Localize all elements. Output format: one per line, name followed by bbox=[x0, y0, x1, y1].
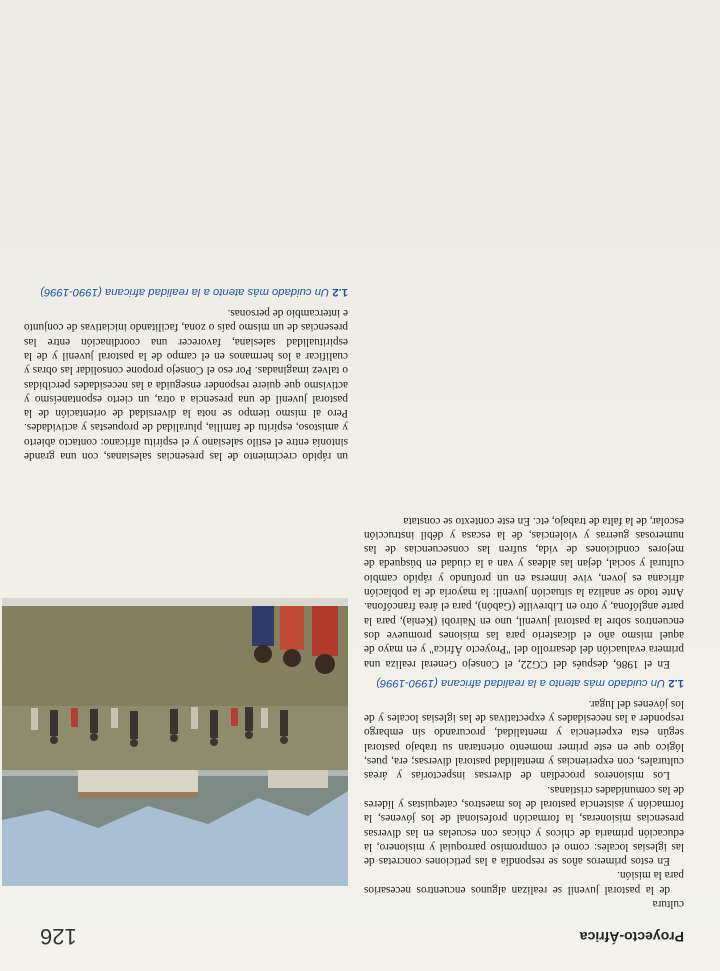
photo-illustration bbox=[2, 606, 348, 886]
paragraph: Los misioneros procedían de diversas inspectorías y áreas culturales, con experiencias y mentalidad pastoral diversas; era, pues, lógico que en este primer momento orientaran su trabajo pastoral según esta experiencia y mentalidad, procurando sin embargo responder a las necesidades y expectativas de las iglesias locales y de los jóvenes del lugar. bbox=[364, 697, 684, 782]
section-number: 1.2 bbox=[668, 676, 684, 689]
paragraph: un rápido crecimiento de las presencias salesianas, con una grande sintonía entre el estilo salesiano y el espíritu africano: contacto abierto y amistoso, espíritu de familia, pluralidad de propuestas y actividades. Pero al mismo tiempo se nota la diversidad de orientación de la pastoral juvenil de una presencia a otra, un cierto espontaneísmo y activismo que quiere responder enseguida a las necesidades percibidas o talvez imaginadas. Por eso el Consejo propone consolidar las obras y cualificar a los hermanos en el campo de la pastoral juvenil y de la espiritualidad salesiana, favorecer una coordinación entre las presencias de un mismo país o zona, facilitando iniciativas de conjunto e intercambio de personas. bbox=[24, 307, 348, 462]
section-number: 1.2 bbox=[332, 285, 348, 298]
section-title: Un cuidado más atento a la realidad africana bbox=[440, 676, 666, 689]
section-years: (1990-1996) bbox=[40, 285, 102, 298]
paragraph: cultura bbox=[652, 898, 684, 910]
left-column bbox=[364, 31, 684, 911]
section-title: Un cuidado más atento a la realidad africana bbox=[104, 285, 330, 298]
paragraph: En el 1986, después del CG22, el Consejo General realiza una primera evaluación del desarrollo del "Proyecto África" y en mayo de aquel mismo año el dicasterio para las misiones promueve dos encuentros sobre la pastoral juvenil, uno en Nairobi (Kenia), para la parte anglófona, y otro en Libreville (Gabón), para el área francófona. Ante todo se analiza la situación juvenil: la mayoría de la población africana es joven, vive inmersa en un profundo y rápido cambio cultural y social, dejan las aldeas y van a la ciudad en búsqueda de mejores condiciones de vida, sufren las consecuencias de las numerosas guerras y violencias, de la escasa y débil instrucción escolar, de la falta de trabajo, etc. En este contexto se constata bbox=[364, 514, 684, 670]
paragraph: de la pastoral juvenil se realizan algunos encuentros necesarios para la misión. bbox=[364, 869, 684, 896]
section-heading bbox=[364, 676, 684, 690]
photo-youth-field bbox=[2, 606, 348, 886]
section-heading bbox=[24, 285, 348, 299]
page-header bbox=[40, 919, 684, 949]
section-years: (1990-1996) bbox=[376, 676, 438, 689]
running-head: Proyecto-África bbox=[579, 929, 684, 945]
paragraph: En estos primeros años se respondía a las peticiones concretas de las iglesias locales: como el compromiso parroquial y misionero, la educación primaria de chicos y chicas con escuelas en las diversas presencias misioneras, la formación profesional de los jóvenes, la formación y asistencia pastoral de los maestros, catequistas y líderes de las comunidades cristianas. bbox=[364, 783, 684, 868]
page-number: 126 bbox=[40, 924, 77, 949]
right-column bbox=[24, 23, 348, 463]
photo-border bbox=[2, 598, 348, 606]
